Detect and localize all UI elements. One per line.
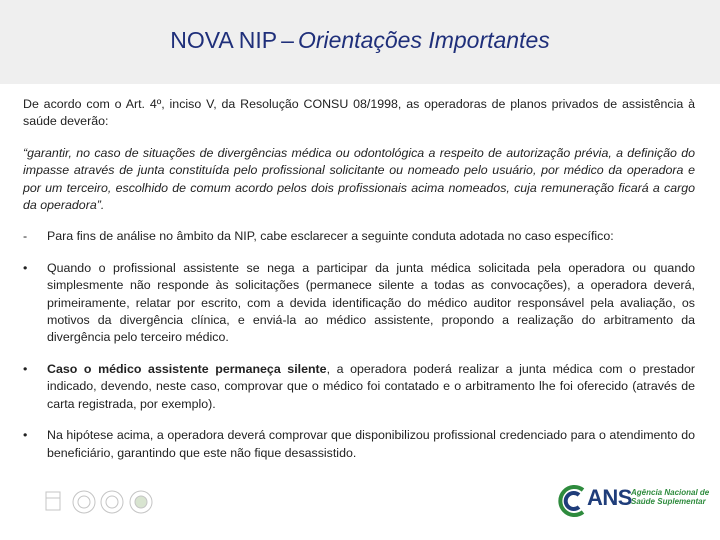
quote-paragraph: “garantir, no caso de situações de divergências médica ou odontológica a respeito de autorização prévia, a definição do impasse através de junta constituída pelo profissional solicitante ou nomeado pelo usuário, por médico da operadora e por um terceiro, escolhido de comum acordo pelos dois profissionais acima nomeados, cuja remuneração ficará a cargo da operadora”.	[23, 145, 695, 213]
title-main: NOVA NIP	[170, 27, 278, 53]
list-item	[23, 260, 695, 347]
ans-logo-subtitle-line1: Agência Nacional de	[631, 488, 710, 497]
list-item	[23, 361, 695, 413]
slide-content	[23, 96, 695, 476]
list-item-text: , a operadora poderá realizar a junta médica com o prestador indicado, devendo, neste caso, comprovar que o médico foi contatado e o arbitramento lhe foi oferecido (através de carta registrada, por exemplo).	[47, 361, 695, 411]
ans-logo-text: ANS	[587, 485, 632, 510]
footer-seals	[42, 487, 162, 517]
certification-seals-icon	[42, 487, 162, 517]
title-subtitle: Orientações Importantes	[297, 27, 550, 53]
list-item	[23, 228, 695, 245]
list-item-text: Quando o profissional assistente se nega a participar da junta médica solicitada pela operadora ou quando simplesmente não responde às solicitações (permanece silente a todas as convocações), a operadora deverá, primeiramente, relatar por escrito, com a devida identificação do médico auditor responsável pela avaliação, os motivos da divergência clínica, e enviá-la ao médico assistente, propondo a realização do arbitramento da divergência pelo terceiro médico.	[47, 260, 695, 345]
slide-header	[0, 0, 720, 84]
list-marker: •	[23, 428, 28, 443]
list-item-text: Na hipótese acima, a operadora deverá comprovar que disponibilizou profissional credenciado para o atendimento do beneficiário, garantindo que este não fique desassistido.	[47, 428, 695, 460]
ans-logo-subtitle-line2: Saúde Suplementar	[631, 497, 706, 506]
list-marker: •	[23, 361, 28, 376]
ans-logo-mark-icon	[553, 482, 587, 520]
list-item-bold-text: Caso o médico assistente permaneça silente	[47, 361, 327, 376]
list-item-text: Para fins de análise no âmbito da NIP, cabe esclarecer a seguinte conduta adotada no caso específico:	[47, 229, 614, 244]
intro-paragraph: De acordo com o Art. 4º, inciso V, da Resolução CONSU 08/1998, as operadoras de planos privados de assistência à saúde deverão:	[23, 97, 695, 129]
list-marker: -	[23, 229, 28, 244]
ans-logo	[553, 482, 710, 520]
page-title	[0, 27, 720, 54]
title-dash: –	[281, 27, 294, 53]
ans-logo-subtitle	[631, 488, 709, 506]
list-marker: •	[23, 260, 28, 275]
list-item	[23, 427, 695, 462]
